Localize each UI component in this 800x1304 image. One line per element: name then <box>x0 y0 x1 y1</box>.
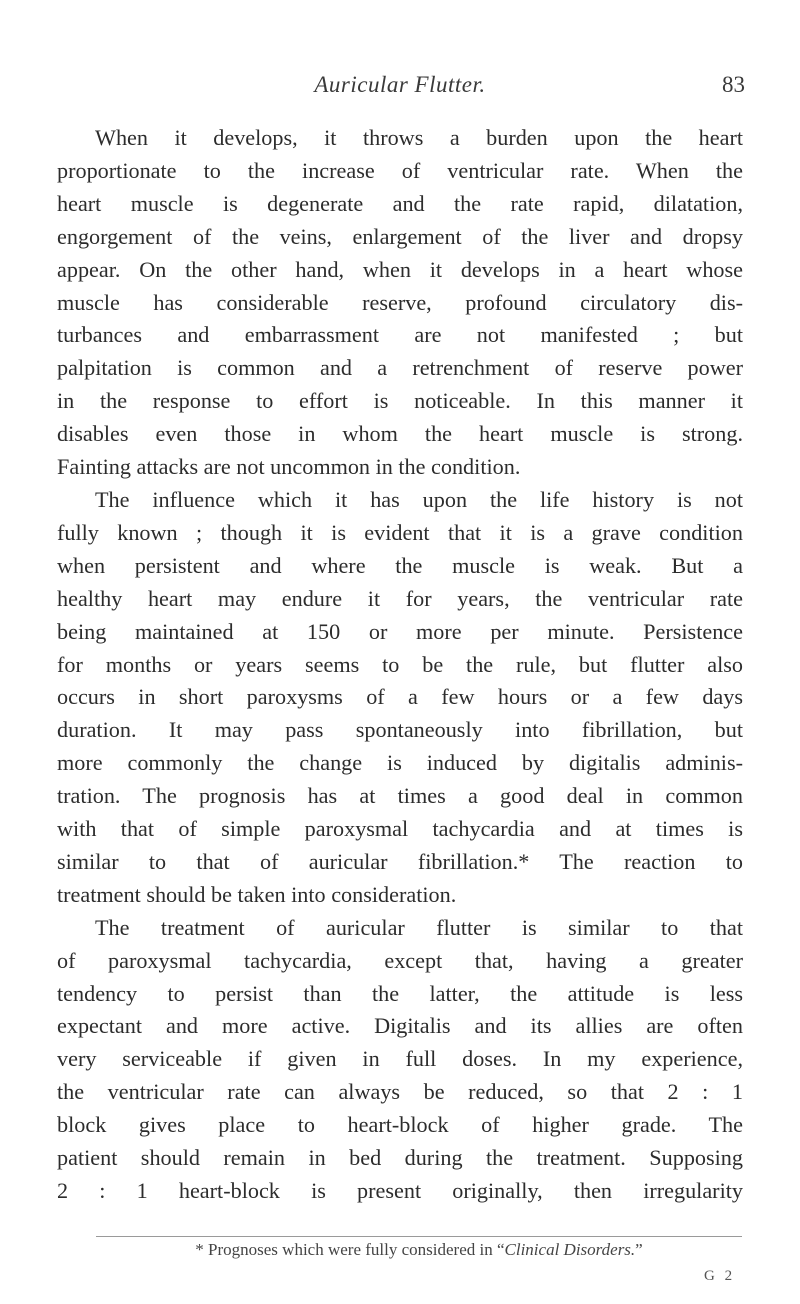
text-line: similar to that of auricular fibrillation.* The reaction to <box>57 848 743 874</box>
paragraph <box>57 484 743 912</box>
text-line: patient should remain in bed during the treatment. Supposing <box>57 1145 743 1171</box>
signature-mark: G 2 <box>704 1268 736 1284</box>
footnote-suffix: ” <box>635 1240 643 1259</box>
text-line: of paroxysmal tachycardia, except that, having a greater <box>57 947 743 973</box>
text-line: when persistent and where the muscle is weak. But a <box>57 552 743 578</box>
text-line: proportionate to the increase of ventricular rate. When the <box>57 157 743 183</box>
text-line: disables even those in whom the heart muscle is strong. <box>57 421 743 447</box>
text-line: palpitation is common and a retrenchment of reserve power <box>57 355 743 381</box>
page-number: 83 <box>722 72 745 97</box>
paragraph <box>57 122 743 484</box>
text-line: being maintained at 150 or more per minute. Persistence <box>57 618 743 644</box>
running-title: Auricular Flutter. <box>314 72 486 97</box>
text-line: block gives place to heart-block of higher grade. The <box>57 1112 743 1138</box>
footnote-rule <box>96 1236 742 1237</box>
text-line: in the response to effort is noticeable. In this manner it <box>57 388 743 414</box>
text-line: The treatment of auricular flutter is similar to that <box>95 914 743 940</box>
text-line: Fainting attacks are not uncommon in the condition. <box>57 454 521 480</box>
running-head <box>0 72 800 102</box>
footnote <box>96 1240 742 1260</box>
footnote-prefix: * Prognoses which were fully considered in “ <box>195 1240 505 1259</box>
text-line: engorgement of the veins, enlargement of the liver and dropsy <box>57 223 743 249</box>
text-line: turbances and embarrassment are not manifested ; but <box>57 322 743 348</box>
text-line: heart muscle is degenerate and the rate rapid, dilatation, <box>57 190 743 216</box>
text-line: 2 : 1 heart-block is present originally, then irregularity <box>57 1178 743 1203</box>
text-line: healthy heart may endure it for years, the ventricular rate <box>57 585 743 611</box>
text-line: appear. On the other hand, when it develops in a heart whose <box>57 256 743 282</box>
text-line: When it develops, it throws a burden upon the heart <box>95 125 743 150</box>
text-line: occurs in short paroxysms of a few hours or a few days <box>57 684 743 710</box>
text-line: treatment should be taken into consideration. <box>57 881 457 907</box>
text-line: tendency to persist than the latter, the attitude is less <box>57 980 743 1006</box>
text-line: for months or years seems to be the rule, but flutter also <box>57 651 743 677</box>
text-line: very serviceable if given in full doses. In my experience, <box>57 1046 743 1072</box>
text-line: tration. The prognosis has at times a good deal in common <box>57 783 743 809</box>
paragraph <box>57 912 743 1208</box>
text-line: duration. It may pass spontaneously into fibrillation, but <box>57 717 743 743</box>
footnote-title: Clinical Disorders. <box>504 1240 636 1259</box>
text-line: the ventricular rate can always be reduced, so that 2 : 1 <box>57 1079 743 1105</box>
text-line: The influence which it has upon the life history is not <box>95 486 743 512</box>
text-line: more commonly the change is induced by digitalis adminis- <box>57 750 743 776</box>
text-line: with that of simple paroxysmal tachycardia and at times is <box>57 816 743 842</box>
body-text <box>57 122 743 1208</box>
text-line: fully known ; though it is evident that it is a grave condition <box>57 519 743 545</box>
text-line: muscle has considerable reserve, profound circulatory dis- <box>57 289 743 315</box>
text-line: expectant and more active. Digitalis and its allies are often <box>57 1013 743 1039</box>
